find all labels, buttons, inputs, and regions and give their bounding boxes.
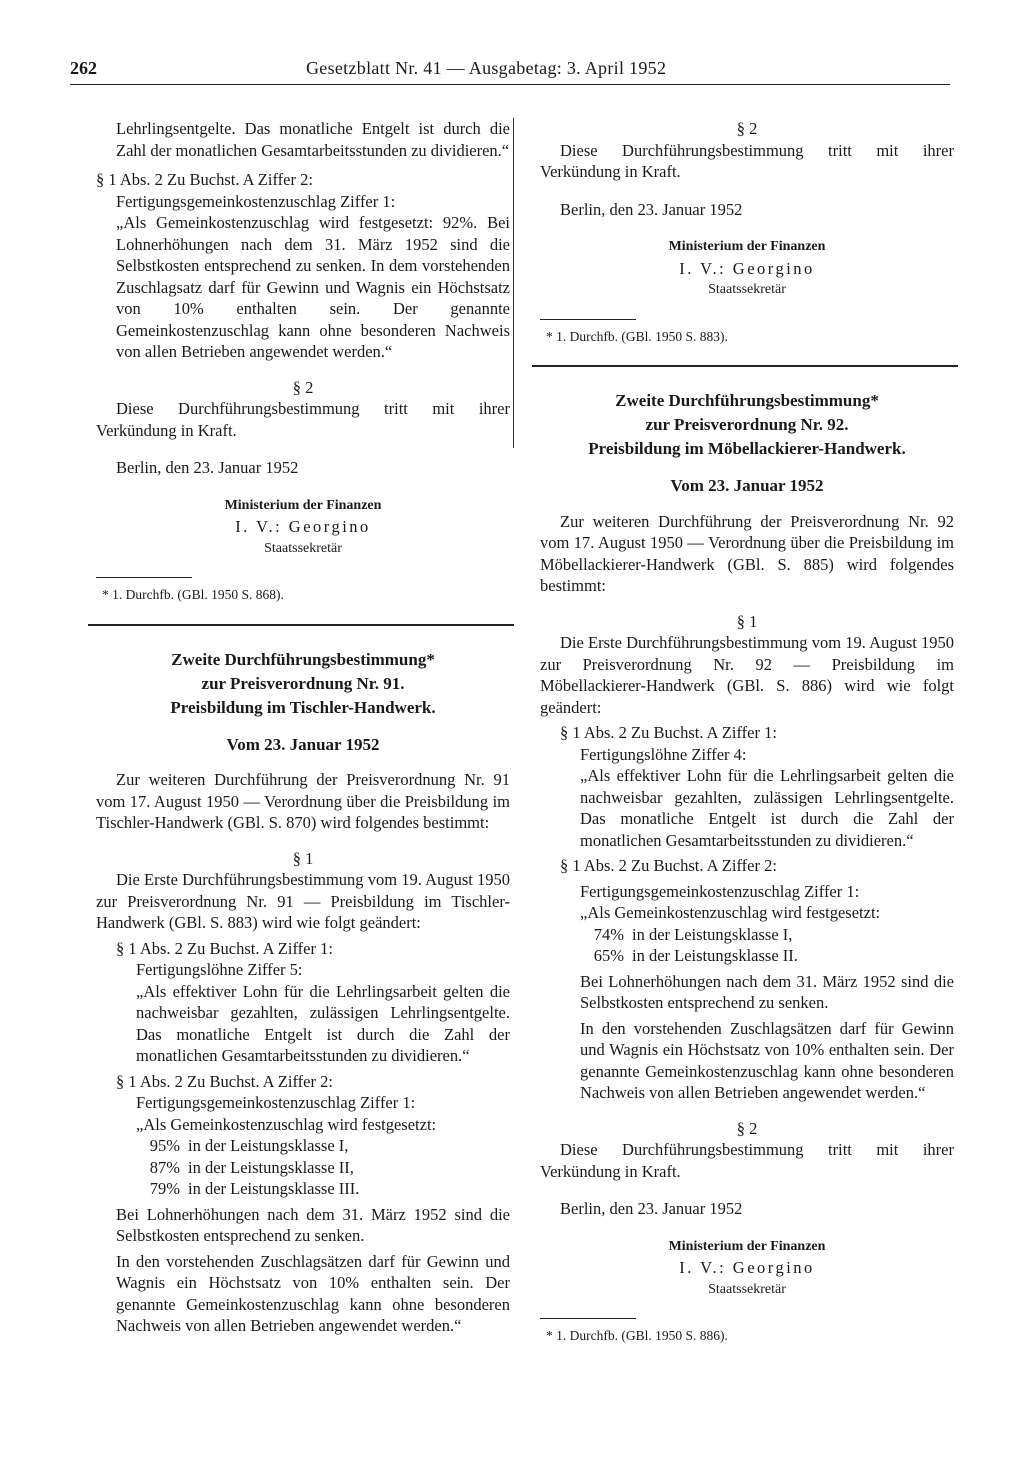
item-quote: „Als Gemeinkostenzuschlag wird festgesetzt: 92%. Bei Lohnerhöhungen nach dem 31. März 1952 sind die Selbstkosten entsprechend zu senken. In dem vorstehenden Zuschlagsatz darf für Gewinn und Wagnis ein Höchstsatz von 10% enthalten sein. Der genannte Gemeinkostenzuschlag kann ohne besonderen Nachweis von allen Betrieben angewendet werden.“ [116, 213, 510, 361]
footnote-rule [540, 319, 636, 320]
rate-value: 87% [149, 1157, 180, 1177]
signature-name: I. V.: Georgino [679, 1258, 815, 1277]
document-separator [88, 624, 514, 626]
rate-row [580, 924, 954, 946]
section-heading: § 1 [736, 611, 758, 631]
rate-class: in der Leistungsklasse III. [188, 1179, 360, 1198]
rate-row [136, 1157, 510, 1179]
section-text: Diese Durchführungsbestimmung tritt mit ihrer Verkündung in Kraft. [96, 399, 510, 440]
signature-organization: Ministerium der Finanzen [668, 239, 826, 254]
header-rule [70, 84, 950, 85]
item-quote: „Als effektiver Lohn für die Lehrlingsarbeit gelten die nachweisbar gezahlten, zulässigen Lehrlingsentgelte. Das monatliche Entgelt ist durch die Zahl der monatlichen Gesamtarbeitsstunden zu dividieren.“ [580, 766, 954, 850]
item-note: In den vorstehenden Zuschlagsätzen darf für Gewinn und Wagnis ein Höchstsatz von 10% enthalten sein. Der genannte Gemeinkostenzuschlag kann ohne besonderen Nachweis von allen Betrieben angewendet werden.“ [116, 1251, 510, 1335]
right-column [540, 118, 954, 1347]
document-title-line-1: Zweite Durchführungsbestimmung* [171, 649, 435, 669]
item-heading: § 1 Abs. 2 Zu Buchst. A Ziffer 1: [560, 723, 777, 742]
section-text: Diese Durchführungsbestimmung tritt mit ihrer Verkündung in Kraft. [540, 140, 954, 181]
item-quote: „Als Gemeinkostenzuschlag wird festgesetzt: [136, 1114, 437, 1134]
section-heading: § 2 [736, 119, 758, 138]
document-separator [532, 365, 958, 367]
item-note: In den vorstehenden Zuschlagsätzen darf für Gewinn und Wagnis ein Höchstsatz von 10% enthalten sein. Der genannte Gemeinkostenzuschlag kann ohne besonderen Nachweis von allen Betrieben angewendet werden.“ [580, 1018, 954, 1102]
item-subheading: Fertigungslöhne Ziffer 4: [580, 744, 747, 764]
item-subheading: Fertigungsgemeinkostenzuschlag Ziffer 1: [136, 1093, 416, 1112]
item-note: Bei Lohnerhöhungen nach dem 31. März 1952 sind die Selbstkosten entsprechend zu senken. [116, 1204, 510, 1245]
item-quote: „Als Gemeinkostenzuschlag wird festgesetzt: [580, 903, 881, 922]
item-heading: § 1 Abs. 2 Zu Buchst. A Ziffer 1: [116, 938, 333, 958]
gazette-title: Gesetzblatt Nr. 41 — Ausgabetag: 3. April 1952 [306, 58, 667, 78]
rate-value: 95% [149, 1136, 180, 1155]
page-header [70, 58, 950, 88]
item-subheading: Fertigungsgemeinkostenzuschlag Ziffer 1: [116, 191, 396, 211]
item-heading: § 1 Abs. 2 Zu Buchst. A Ziffer 2: [96, 170, 313, 189]
section-heading: § 2 [292, 377, 314, 397]
left-column [96, 118, 510, 1337]
page-number: 262 [70, 58, 97, 78]
place-date: Berlin, den 23. Januar 1952 [560, 1199, 743, 1218]
document-title-line-2: zur Preisverordnung Nr. 91. [201, 673, 405, 693]
rate-list [96, 1135, 510, 1200]
footnote: * 1. Durchfb. (GBl. 1950 S. 868). [102, 587, 284, 602]
section-heading: § 2 [736, 1118, 758, 1138]
signature-title: Staatssekretär [708, 1281, 786, 1297]
document-date: Vom 23. Januar 1952 [670, 476, 824, 495]
document-date: Vom 23. Januar 1952 [226, 734, 380, 754]
item-heading: § 1 Abs. 2 Zu Buchst. A Ziffer 2: [116, 1071, 333, 1091]
rate-value: 65% [593, 946, 624, 965]
place-date: Berlin, den 23. Januar 1952 [116, 458, 299, 477]
item-note: Bei Lohnerhöhungen nach dem 31. März 1952 sind die Selbstkosten entsprechend zu senken. [580, 971, 954, 1012]
rate-row [580, 945, 954, 967]
signature-title: Staatssekretär [264, 540, 342, 556]
rate-class: in der Leistungsklasse I, [632, 924, 793, 944]
footnote: * 1. Durchfb. (GBl. 1950 S. 886). [546, 1328, 728, 1343]
item-heading: § 1 Abs. 2 Zu Buchst. A Ziffer 2: [560, 856, 777, 875]
rate-value: 74% [593, 924, 624, 944]
document-title-line-2: zur Preisverordnung Nr. 92. [645, 415, 849, 434]
document-title-line-1: Zweite Durchführungsbestimmung* [615, 391, 879, 410]
signature-organization: Ministerium der Finanzen [668, 1238, 826, 1254]
signature-name: I. V.: Georgino [679, 258, 815, 278]
signature-title: Staatssekretär [708, 282, 786, 297]
section-text: Diese Durchführungsbestimmung tritt mit ihrer Verkündung in Kraft. [540, 1140, 954, 1181]
section-text: Die Erste Durchführungsbestimmung vom 19. August 1950 zur Preisverordnung Nr. 91 — Preisbildung im Tischler-Handwerk (GBl. S. 883) wird wie folgt geändert: [96, 870, 510, 932]
footnote-rule [96, 577, 192, 578]
rate-row [136, 1178, 510, 1200]
document-intro: Zur weiteren Durchführung der Preisverordnung Nr. 92 vom 17. August 1950 — Verordnung über die Preisbildung im Möbellackierer-Handwerk (GBl. S. 885) wird folgendes bestimmt: [540, 511, 954, 595]
continued-quote: Lehrlingsentgelte. Das monatliche Entgelt ist durch die Zahl der monatlichen Gesamtarbeitsstunden zu dividieren.“ [116, 119, 510, 160]
item-subheading: Fertigungsgemeinkostenzuschlag Ziffer 1: [580, 881, 860, 901]
item-subheading: Fertigungslöhne Ziffer 5: [136, 960, 303, 979]
section-heading: § 1 [292, 848, 314, 868]
signature-organization: Ministerium der Finanzen [224, 497, 382, 513]
footnote-rule [540, 1318, 636, 1319]
rate-class: in der Leistungsklasse II, [188, 1157, 354, 1177]
document-title-line-3: Preisbildung im Tischler-Handwerk. [170, 697, 436, 717]
section-text: Die Erste Durchführungsbestimmung vom 19. August 1950 zur Preisverordnung Nr. 92 — Preisbildung im Möbellackierer-Handwerk (GBl. S. 886) wird wie folgt geändert: [540, 633, 954, 717]
rate-row [136, 1135, 510, 1157]
document-title-line-3: Preisbildung im Möbellackierer-Handwerk. [588, 439, 906, 458]
column-divider [513, 118, 514, 448]
document-intro: Zur weiteren Durchführung der Preisverordnung Nr. 91 vom 17. August 1950 — Verordnung über die Preisbildung im Tischler-Handwerk (GBl. S. 870) wird folgendes bestimmt: [96, 770, 510, 832]
rate-value: 79% [149, 1179, 180, 1198]
rate-list [540, 924, 954, 967]
rate-class: in der Leistungsklasse I, [188, 1136, 349, 1155]
footnote: * 1. Durchfb. (GBl. 1950 S. 883). [546, 328, 728, 344]
signature-name: I. V.: Georgino [235, 517, 371, 536]
rate-class: in der Leistungsklasse II. [632, 946, 798, 965]
place-date: Berlin, den 23. Januar 1952 [560, 199, 743, 219]
item-quote: „Als effektiver Lohn für die Lehrlingsarbeit gelten die nachweisbar gezahlten, zulässigen Lehrlingsentgelte. Das monatliche Entgelt ist durch die Zahl der monatlichen Gesamtarbeitsstunden zu dividieren.“ [136, 981, 510, 1065]
